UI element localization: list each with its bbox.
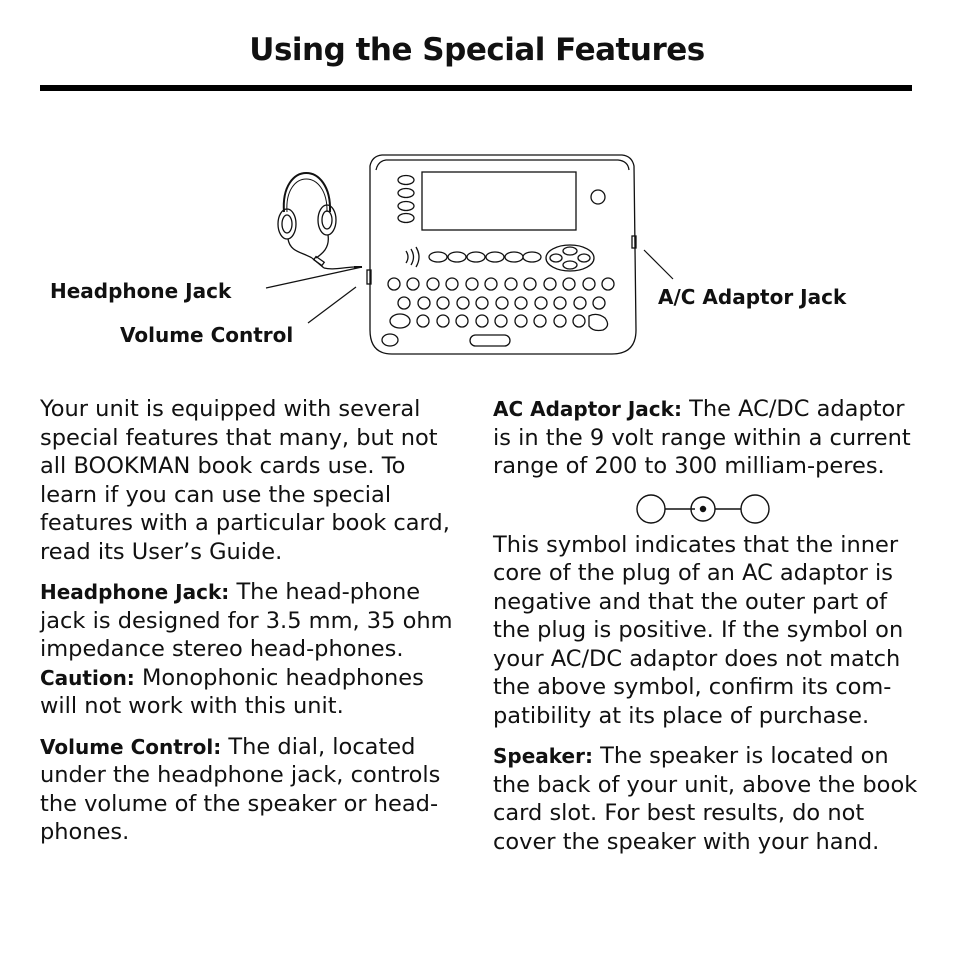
page-title: Using the Special Features (249, 32, 705, 68)
volume-text: The dial, located under the headphone jack, controls the volume of the speaker or head-phones. (40, 733, 441, 845)
headphone-text: The head-phone jack is designed for 3.5 mm, 35 ohm impedance stereo head-phones. (40, 579, 453, 662)
ac-paragraph (493, 395, 918, 481)
callout-ac-adaptor-jack: A/C Adaptor Jack (658, 285, 847, 309)
title-rule (40, 85, 912, 91)
callout-volume-control: Volume Control (120, 323, 294, 347)
keyboard-keys (382, 278, 614, 346)
symbol-paragraph: This symbol indicates that the inner core of the plug of an AC adaptor is negative and that the outer part of the plug is positive. If the symbol on your AC/DC adaptor does not match the above symbol, confirm its com-patibility at its place of purchase. (493, 531, 904, 729)
ac-text: The AC/DC adaptor is in the 9 volt range within a current range of 200 to 300 milliam-peres. (493, 396, 911, 479)
speaker-paragraph (493, 742, 918, 856)
caution-lead: Caution: (40, 665, 135, 690)
left-column (40, 395, 465, 859)
speaker-lead: Speaker: (493, 744, 593, 768)
headphones-icon (278, 173, 362, 269)
volume-lead: Volume Control: (40, 734, 222, 759)
callout-headphone-jack: Headphone Jack (50, 279, 232, 303)
headphone-lead: Headphone Jack: (40, 580, 230, 604)
volume-paragraph (40, 733, 465, 847)
polarity-symbol-icon (493, 493, 918, 525)
intro-paragraph: Your unit is equipped with several special features that many, but not all BOOKMAN book cards use. To learn if you can use the special features with a particular book card, read its User’s Guide. (40, 396, 450, 565)
caution-text: Monophonic headphones will not work with this unit. (40, 664, 424, 719)
headphone-paragraph (40, 578, 465, 721)
speaker-text: The speaker is located on the back of your unit, above the book card slot. For best results, do not cover the speaker with your hand. (493, 743, 918, 855)
bookman-device (367, 155, 636, 354)
ac-lead: AC Adaptor Jack: (493, 397, 682, 421)
right-column (493, 395, 918, 868)
